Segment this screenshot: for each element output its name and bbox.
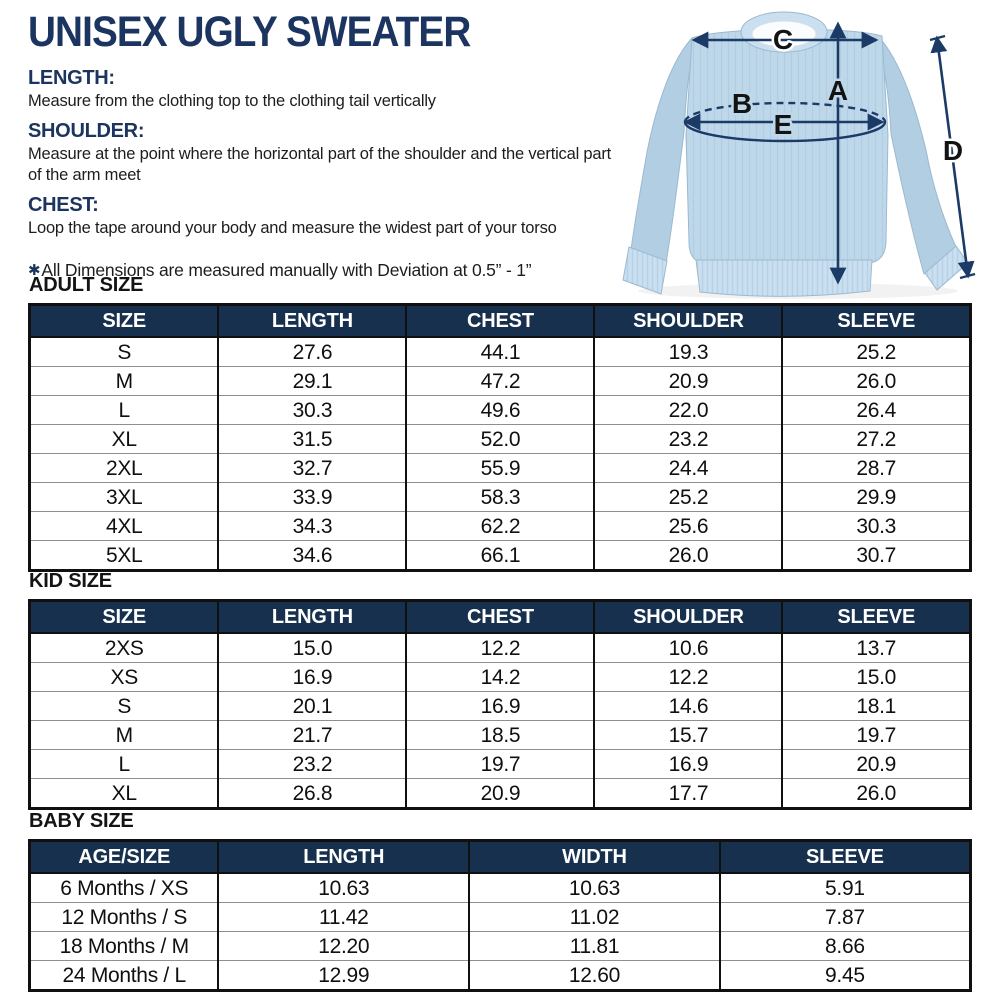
size-cell: 3XL (30, 483, 219, 512)
table-row (30, 337, 971, 367)
column-header: LENGTH (218, 841, 469, 874)
length-heading: LENGTH: (28, 67, 115, 89)
chest-definition (28, 194, 628, 239)
baby-size-table (28, 839, 972, 992)
measurement-cell: 66.1 (406, 541, 594, 571)
measurement-cell: 21.7 (218, 721, 406, 750)
measurement-cell: 14.2 (406, 663, 594, 692)
measurement-cell: 20.9 (406, 779, 594, 809)
measurement-cell: 47.2 (406, 367, 594, 396)
adult-size-heading: ADULT SIZE (29, 274, 144, 296)
column-header: AGE/SIZE (30, 841, 219, 874)
shoulder-definition (28, 120, 628, 186)
table-row (30, 512, 971, 541)
measurement-cell: 20.1 (218, 692, 406, 721)
baby-size-section (28, 810, 972, 992)
measurement-cell: 25.2 (594, 483, 782, 512)
measurement-cell: 5.91 (825, 876, 865, 900)
length-definition (28, 67, 628, 112)
measurement-cell: 26.0 (782, 367, 970, 396)
measurement-cell: 55.9 (406, 454, 594, 483)
measurement-cell: 16.9 (594, 750, 782, 779)
measurement-cell: 12.2 (594, 663, 782, 692)
sweater-measurement-diagram (620, 0, 1000, 300)
table-row (30, 932, 971, 961)
table-row (30, 633, 971, 663)
size-cell: S (30, 692, 219, 721)
measurement-cell: 20.9 (782, 750, 970, 779)
column-header: CHEST (406, 305, 594, 338)
measurement-cell: 27.6 (218, 337, 406, 367)
measurement-cell: 62.2 (406, 512, 594, 541)
measurement-cell: 27.2 (782, 425, 970, 454)
sweater-illustration (620, 0, 1000, 300)
intro-block (28, 8, 628, 281)
measurement-cell: 25.6 (594, 512, 782, 541)
baby-size-heading: BABY SIZE (29, 810, 134, 832)
measurement-cell: 15.0 (782, 663, 970, 692)
size-cell: XL (30, 425, 219, 454)
measurement-cell: 14.6 (594, 692, 782, 721)
measurement-cell: 34.3 (218, 512, 406, 541)
measurement-cell: 12.99 (218, 961, 469, 991)
size-cell: 18 Months / M (30, 932, 219, 961)
table-row (30, 750, 971, 779)
measurement-cell: 16.9 (406, 692, 594, 721)
chest-heading: CHEST: (28, 193, 99, 216)
measurement-cell: 9.45 (720, 961, 971, 991)
size-cell: S (30, 337, 219, 367)
label-length-a: A (827, 75, 849, 106)
column-header: SHOULDER (594, 305, 782, 338)
measurement-cell: 28.7 (782, 454, 970, 483)
measurement-cell: 33.9 (218, 483, 406, 512)
length-description: Measure from the clothing top to the clothing tail vertically (28, 92, 436, 110)
measurement-cell: 34.6 (218, 541, 406, 571)
label-width-e: E (773, 109, 793, 140)
size-cell: L (30, 750, 219, 779)
size-cell: 5XL (30, 541, 219, 571)
column-header: WIDTH (469, 841, 720, 874)
measurement-cell: 26.0 (782, 779, 970, 809)
measurement-cell: 13.7 (856, 636, 897, 660)
measurement-cell: 12.20 (218, 932, 469, 961)
measurement-cell: 12.2 (406, 633, 594, 663)
label-chest-b: B (731, 88, 753, 119)
size-cell: XL (30, 779, 219, 809)
table-row (30, 692, 971, 721)
table-row (30, 483, 971, 512)
column-header: SIZE (30, 601, 219, 634)
column-header: SIZE (30, 305, 219, 338)
column-header: SLEEVE (720, 841, 971, 874)
table-row (30, 396, 971, 425)
label-sleeve-d: D (942, 135, 964, 166)
measurement-cell: 10.63 (469, 873, 720, 903)
table-row (30, 367, 971, 396)
kid-size-heading: KID SIZE (29, 570, 112, 592)
size-cell: 2XS (30, 633, 219, 663)
size-cell: 6 Months / XS (30, 873, 219, 903)
table-row (30, 779, 971, 809)
table-row (30, 873, 971, 903)
measurement-cell: 30.7 (782, 541, 970, 571)
table-row (30, 721, 971, 750)
measurement-cell: 15.7 (594, 721, 782, 750)
size-cell: XS (30, 663, 219, 692)
adult-size-table (28, 303, 972, 572)
table-row (30, 541, 971, 571)
shoulder-heading: SHOULDER: (28, 119, 145, 142)
size-cell: 24 Months / L (30, 961, 219, 991)
page-title: UNISEX UGLY SWEATER (28, 8, 471, 56)
measurement-cell: 15.0 (218, 633, 406, 663)
measurement-cell: 58.3 (406, 483, 594, 512)
label-shoulder-c: C (772, 24, 794, 55)
measurement-cell: 29.1 (218, 367, 406, 396)
measurement-cell: 16.9 (218, 663, 406, 692)
table-row (30, 454, 971, 483)
measurement-cell: 44.1 (406, 337, 594, 367)
size-cell: 12 Months / S (30, 903, 219, 932)
measurement-cell: 10.6 (594, 633, 782, 663)
measurement-cell: 24.4 (594, 454, 782, 483)
deviation-note-text: All Dimensions are measured manually with Deviation at 0.5” - 1” (41, 259, 532, 280)
column-header: LENGTH (218, 601, 406, 634)
kid-size-table (28, 599, 972, 810)
measurement-cell: 7.87 (720, 903, 971, 932)
header-row (30, 841, 971, 874)
column-header: LENGTH (218, 305, 406, 338)
measurement-cell: 20.9 (594, 367, 782, 396)
measurement-cell: 11.02 (469, 903, 720, 932)
size-cell: M (30, 721, 219, 750)
adult-size-section (28, 274, 972, 572)
torso (686, 29, 888, 269)
measurement-cell: 17.7 (594, 779, 782, 809)
measurement-cell: 19.3 (594, 337, 782, 367)
kid-size-section (28, 570, 972, 810)
measurement-cell: 26.4 (782, 396, 970, 425)
header-row (30, 305, 971, 338)
measurement-cell: 29.9 (782, 483, 970, 512)
measurement-cell: 22.0 (594, 396, 782, 425)
header-row (30, 601, 971, 634)
measurement-cell: 26.0 (594, 541, 782, 571)
column-header: SHOULDER (594, 601, 782, 634)
shoulder-description: Measure at the point where the horizontal part of the shoulder and the vertical part of the arm meet (28, 144, 612, 184)
measurement-cell: 32.7 (218, 454, 406, 483)
measurement-cell: 8.66 (720, 932, 971, 961)
asterisk-icon: ✱ (28, 261, 41, 279)
measurement-cell: 49.6 (406, 396, 594, 425)
table-row (30, 961, 971, 991)
column-header: SLEEVE (782, 601, 970, 634)
measurement-cell: 25.2 (856, 340, 897, 364)
measurement-cell: 23.2 (218, 750, 406, 779)
size-cell: L (30, 396, 219, 425)
measurement-cell: 18.1 (782, 692, 970, 721)
size-cell: M (30, 367, 219, 396)
table-row (30, 425, 971, 454)
measurement-cell: 52.0 (406, 425, 594, 454)
column-header: SLEEVE (782, 305, 970, 338)
measurement-cell: 18.5 (406, 721, 594, 750)
measurement-cell: 12.60 (469, 961, 720, 991)
measurement-cell: 11.42 (218, 903, 469, 932)
measurement-cell: 26.8 (218, 779, 406, 809)
measurement-cell: 11.81 (469, 932, 720, 961)
measurement-cell: 19.7 (782, 721, 970, 750)
size-cell: 2XL (30, 454, 219, 483)
size-cell: 4XL (30, 512, 219, 541)
measurement-cell: 23.2 (594, 425, 782, 454)
chest-description: Loop the tape around your body and measure the widest part of your torso (28, 218, 557, 237)
measurement-cell: 10.63 (218, 873, 469, 903)
measurement-cell: 30.3 (782, 512, 970, 541)
measurement-cell: 31.5 (218, 425, 406, 454)
measurement-cell: 30.3 (218, 396, 406, 425)
measurement-cell: 19.7 (406, 750, 594, 779)
table-row (30, 903, 971, 932)
table-row (30, 663, 971, 692)
column-header: CHEST (406, 601, 594, 634)
